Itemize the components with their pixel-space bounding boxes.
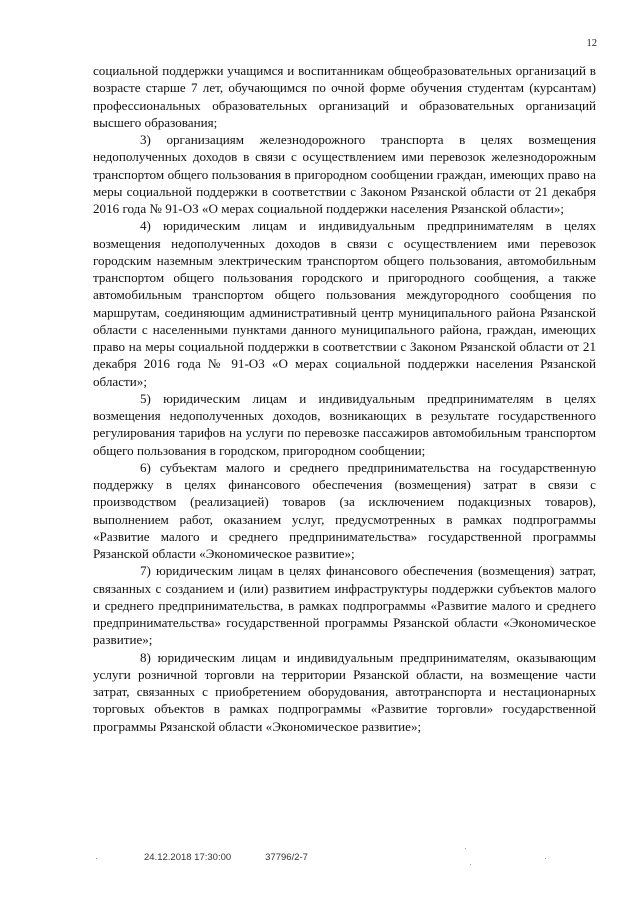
scan-speck [96,858,97,859]
paragraph-item-6: 6) субъектам малого и среднего предпринимательства на государственную поддержку в целях финансового обеспечения (возмещения) затрат в связи с производством (реализацией) товаров (за исключением подакцизных товаров), выполнением работ, оказанием услуг, предусмотренных в рамках подпрограммы «Развитие малого и среднего предпринимательства» государственной программы Рязанской области «Экономическое развитие»; [93,459,596,561]
page-footer [144,852,308,863]
scan-speck [545,858,546,859]
paragraph-continuation: социальной поддержки учащимся и воспитанникам общеобразовательных организаций в возрасте старше 7 лет, обучающимся по очной форме обучения студентам (курсантам) профессиональных образовательных организаций и образовательных организаций высшего образования; [93,63,596,130]
paragraph-item-3: 3) организациям железнодорожного транспорта в целях возмещения недополученных доходов в связи с осуществлением ими перевозок железнодорожным транспортом общего пользования в пригородном сообщении граждан, имеющих право на меры социальной поддержки в соответствии с Законом Рязанской области от 21 декабря 2016 года № 91-ОЗ «О мерах социальной поддержки населения Рязанской области»; [93,132,596,216]
document-body [93,62,596,735]
paragraph-item-5: 5) юридическим лицам и индивидуальным предпринимателям в целях возмещения недополученных доходов, возникающих в результате государственного регулирования тарифов на услуги по перевозке пассажиров автомобильным транспортом общего пользования в городском, пригородном сообщении; [93,390,596,458]
paragraph-item-7: 7) юридическим лицам в целях финансового обеспечения (возмещения) затрат, связанных с созданием и (или) развитием инфраструктуры поддержки субъектов малого и среднего предпринимательства, в рамках подпрограммы «Развитие малого и среднего предпринимательства» государственной программы Рязанской области «Экономическое развитие»; [93,563,596,648]
footer-datetime: 24.12.2018 17:30:00 [144,852,232,863]
paragraph-item-8: 8) юридическим лицам и индивидуальным предпринимателям, оказывающим услуги розничной торговли на территории Рязанской области, на возмещение части затрат, связанных с приобретением оборудования, автотранспорта и нестационарных торговых объектов в рамках подпрограммы «Развитие торговли» государственной программы Рязанской области «Экономическое развитие»; [93,649,596,734]
page-number: 12 [586,38,597,49]
scan-speck [465,848,466,849]
footer-doc-id: 37796/2-7 [265,852,308,863]
scan-speck [470,864,471,865]
paragraph-item-4: 4) юридическим лицам и индивидуальным предпринимателям в целях возмещения недополученных доходов в связи с осуществлением ими перевозок городским наземным электрическим транспортом общего пользования, автомобильным транспортом общего пользования городского и пригородного сообщения, а также автомобильным транспортом общего пользования междугородного сообщения по маршрутам, соединяющим административный центр муниципального района Рязанской области с населенными пунктами данного муниципального района, граждан, имеющих право на меры социальной поддержки в соответствии с Законом Рязанской области от 21 декабря 2016 года № 91-ОЗ «О мерах социальной поддержки населения Рязанской области»; [93,218,596,389]
